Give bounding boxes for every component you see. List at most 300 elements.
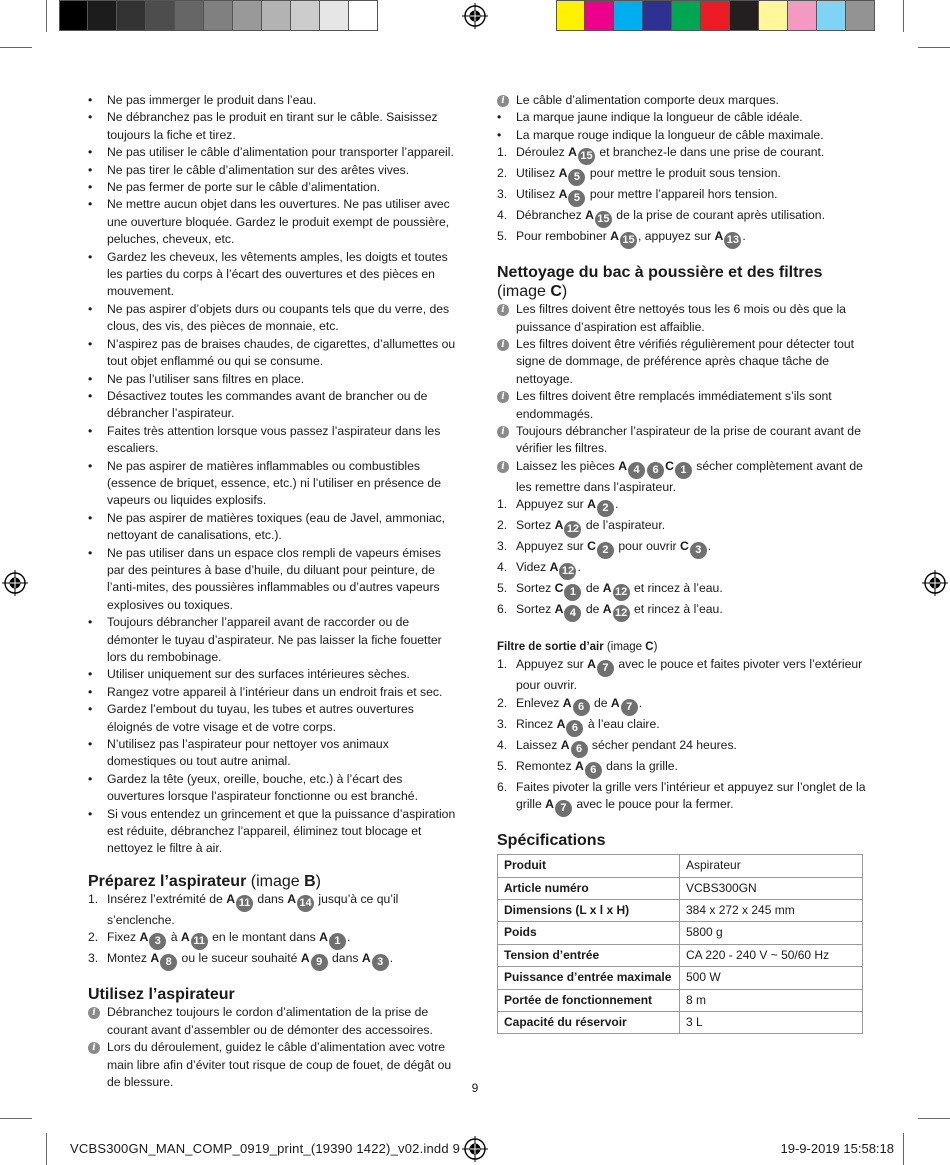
cleaning-steps-list	[497, 496, 867, 622]
registration-mark-icon	[2, 570, 28, 596]
list-item-text: Rangez votre appareil à l’intérieur dans un endroit frais et sec.	[107, 684, 443, 699]
step-text: de la prise de courant après utilisation.	[612, 208, 825, 223]
part-ref: A	[554, 518, 564, 533]
list-item-text: Toujours débrancher l’appareil avant de raccorder ou de démonter le tuyau d’aspirateur. Ne pas laisser la fiche fouetter lors du rembobinage.	[107, 615, 442, 664]
info-item	[497, 301, 867, 336]
color-swatch	[320, 0, 349, 31]
color-swatch	[672, 0, 701, 31]
list-item-text: Ne pas aspirer d’objets durs ou coupants tels que du verre, des clous, des vis, des pièces de monnaie, etc.	[107, 301, 450, 334]
part-ref: A	[226, 891, 236, 906]
info-icon: i	[497, 461, 509, 473]
list-item	[88, 614, 458, 666]
step-item	[497, 601, 867, 622]
grayscale-color-bar	[59, 0, 378, 32]
step-text: Sortez	[516, 518, 555, 533]
step-text: dans la grille.	[602, 758, 678, 773]
safety-bullet-list	[88, 92, 458, 858]
part-ref: A	[562, 695, 572, 710]
use-heading: Utilisez l’aspirateur	[88, 986, 235, 1004]
part-ref: A	[319, 930, 328, 945]
color-swatch	[701, 0, 730, 31]
cable-steps-list	[497, 144, 867, 249]
info-text: Les filtres doivent être vérifiés régulièrement pour détecter tout signe de dommage, de préférence après chaque tâche de nettoyage.	[516, 337, 855, 386]
list-item	[88, 162, 458, 179]
callout-number: 2	[597, 542, 614, 559]
step-text: Laissez	[516, 737, 561, 752]
prepare-heading: Préparez l’aspirateur (image B)	[88, 872, 321, 890]
color-swatch	[614, 0, 643, 31]
spec-value: CA 220 - 240 V ~ 50/60 Hz	[680, 944, 863, 966]
info-item	[497, 336, 867, 388]
color-swatch	[233, 0, 262, 31]
info-icon: i	[88, 1042, 100, 1054]
list-item-text: Ne pas fermer de porte sur le câble d’alimentation.	[107, 180, 381, 195]
use-info-list	[88, 1004, 458, 1091]
outlet-filter-heading: Filtre de sortie d’air (image C)	[497, 641, 658, 654]
list-item	[88, 371, 458, 388]
color-swatch	[846, 0, 875, 31]
list-item-text: Gardez les cheveux, les vêtements amples, les doigts et toutes les parties du corps à l’écart des ouvertures et des pièces en mouvement.	[107, 249, 448, 299]
callout-number: 7	[597, 660, 614, 677]
info-icon: i	[497, 339, 509, 351]
step-text: de	[590, 695, 611, 710]
step-text: avec le pouce et faites pivoter vers l’extérieur pour ouvrir.	[516, 657, 863, 693]
spec-label: Capacité du réservoir	[498, 1011, 680, 1033]
color-swatch	[146, 0, 175, 31]
step-text: de	[582, 602, 603, 617]
step-number: 1.	[497, 497, 508, 512]
registration-mark-icon	[462, 3, 488, 29]
step-text: Déroulez	[516, 145, 569, 160]
spec-value: 500 W	[680, 967, 863, 989]
spec-value: 5800 g	[680, 922, 863, 944]
callout-number: 6	[566, 720, 583, 737]
info-icon: i	[497, 426, 509, 438]
step-text: Sortez	[516, 602, 555, 617]
callout-number: 12	[559, 563, 576, 580]
step-item	[497, 559, 867, 580]
step-text: sécher pendant 24 heures.	[588, 737, 737, 752]
part-ref: C	[587, 539, 596, 554]
list-item	[88, 179, 458, 196]
file-slug: VCBS300GN_MAN_COMP_0919_print_(19390 1422)_v02.indd 9	[70, 1141, 460, 1156]
info-text: Les filtres doivent être remplacés immédiatement s’ils sont endommagés.	[516, 389, 832, 421]
list-item	[88, 249, 458, 301]
part-ref: A	[180, 930, 190, 945]
list-item-text: Si vous entendez un grincement et que la puissance d’aspiration est réduite, débranchez l’appareil, éliminez tout blocage et nettoyez le filtre à air.	[107, 806, 456, 856]
step-text: Enlevez	[516, 695, 563, 710]
info-icon: i	[88, 1007, 100, 1019]
step-number: 1.	[497, 657, 508, 672]
step-number: 2.	[497, 518, 508, 533]
callout-number: 11	[236, 895, 253, 912]
part-ref: A	[560, 737, 570, 752]
list-item	[88, 771, 458, 806]
step-text: de l’aspirateur.	[582, 518, 666, 533]
part-ref: A	[287, 891, 297, 906]
list-item	[88, 92, 458, 109]
callout-number: 12	[613, 584, 630, 601]
step-text: ou le suceur souhaité	[178, 951, 301, 966]
part-ref: A	[618, 458, 628, 473]
part-ref: A	[139, 930, 149, 945]
spec-label: Poids	[498, 922, 680, 944]
color-swatch	[817, 0, 846, 31]
color-swatch	[730, 0, 759, 31]
process-color-bar	[556, 0, 875, 32]
crop-mark	[46, 1133, 47, 1165]
page-number: 9	[471, 1081, 479, 1095]
list-item-text: La marque jaune indique la longueur de câble idéale.	[516, 110, 803, 125]
callout-number: 15	[620, 232, 637, 249]
list-item-text: Utiliser uniquement sur des surfaces intérieures sèches.	[107, 667, 410, 682]
step-text: avec le pouce pour la fermer.	[572, 797, 734, 812]
color-swatch	[204, 0, 233, 31]
step-text: Montez	[107, 951, 151, 966]
color-swatch	[262, 0, 291, 31]
crop-mark	[903, 0, 904, 32]
list-item	[88, 388, 458, 423]
part-ref: A	[558, 187, 568, 202]
step-text: .	[346, 930, 351, 945]
callout-number: 5	[568, 190, 585, 207]
list-item	[88, 336, 458, 371]
list-item-text: N’aspirez pas de braises chaudes, de cigarettes, d’allumettes ou tout objet enflammé ou qui se consume.	[107, 336, 456, 369]
callout-number: 9	[311, 954, 328, 971]
callout-number: 2	[597, 500, 614, 517]
list-item-text: La marque rouge indique la longueur de câble maximale.	[516, 127, 824, 142]
step-text: Utilisez	[516, 187, 559, 202]
step-number: 3.	[497, 539, 508, 554]
callout-number: 7	[621, 699, 638, 716]
list-item	[88, 458, 458, 510]
spec-label: Puissance d’entrée maximale	[498, 967, 680, 989]
step-text: pour mettre le produit sous tension.	[586, 166, 781, 181]
info-icon: i	[497, 391, 509, 403]
step-text: Insérez l’extrémité de	[107, 891, 227, 906]
part-ref: A	[549, 560, 559, 575]
step-text: à	[167, 930, 181, 945]
step-item	[497, 517, 867, 538]
color-swatch	[88, 0, 117, 31]
step-text: Appuyez sur	[516, 539, 588, 554]
callout-number: 3	[149, 933, 166, 950]
step-text: Pour rembobiner	[516, 229, 611, 244]
info-text: Toujours débrancher l’aspirateur de la prise de courant avant de vérifier les filtres.	[516, 424, 861, 456]
callout-number: 1	[564, 584, 581, 601]
crop-mark	[0, 1118, 32, 1119]
list-item	[88, 736, 458, 771]
step-item	[497, 580, 867, 601]
file-slug-date: 19-9-2019 15:58:18	[780, 1141, 894, 1156]
table-row	[498, 877, 863, 899]
crop-mark	[0, 47, 32, 48]
step-text: Utilisez	[516, 166, 559, 181]
step-item	[497, 538, 867, 559]
step-text: Videz	[516, 560, 550, 575]
info-text: Débranchez toujours le cordon d’alimentation de la prise de courant avant d’assembler ou de démonter des accessoires.	[107, 1005, 433, 1037]
part-ref: A	[610, 229, 619, 244]
part-ref: A	[714, 229, 724, 244]
part-ref: A	[587, 497, 596, 512]
step-text: .	[577, 560, 581, 575]
info-item: i Le câble d’alimentation comporte deux marques.	[497, 92, 867, 109]
step-number: 6.	[497, 602, 508, 617]
prepare-steps-list	[88, 891, 458, 971]
step-number: 5.	[497, 229, 508, 244]
info-text: Lors du déroulement, guidez le câble d’alimentation avec votre main libre afin d’éviter tout risque de coup de fouet, de dégât ou de blessure.	[107, 1040, 452, 1089]
step-text: Sortez	[516, 581, 555, 596]
list-item	[88, 301, 458, 336]
list-item-text: Ne pas tirer le câble d’alimentation sur des arêtes vives.	[107, 162, 410, 177]
spec-value: 8 m	[680, 989, 863, 1011]
table-row	[498, 1011, 863, 1033]
callout-number: 6	[585, 762, 602, 779]
crop-mark	[46, 0, 47, 32]
list-item	[88, 666, 458, 683]
part-ref: A	[545, 797, 554, 812]
color-swatch	[175, 0, 204, 31]
spec-label: Tension d’entrée	[498, 944, 680, 966]
callout-number: 4	[628, 462, 645, 479]
info-item	[497, 388, 867, 423]
step-number: 4.	[497, 560, 508, 575]
part-ref: A	[554, 602, 564, 617]
step-item	[497, 228, 867, 249]
registration-mark-icon	[922, 570, 948, 596]
specifications-heading: Spécifications	[497, 832, 606, 850]
part-ref: A	[610, 695, 620, 710]
step-text: Rincez	[516, 716, 557, 731]
specifications-table	[497, 854, 863, 1034]
cleaning-heading: Nettoyage du bac à poussière et des filtres (image C)	[497, 264, 823, 301]
part-ref: A	[568, 145, 577, 160]
crop-mark	[918, 47, 950, 48]
part-ref: A	[361, 951, 371, 966]
step-text: de	[582, 581, 603, 596]
callout-number: 3	[372, 954, 389, 971]
step-number: 3.	[88, 951, 99, 966]
step-text: Faites pivoter la grille vers l’intérieur et appuyez sur l’onglet de la grille	[516, 779, 866, 812]
list-item	[88, 545, 458, 615]
callout-number: 8	[160, 954, 177, 971]
step-item	[88, 891, 458, 929]
left-column	[88, 92, 458, 1091]
step-number: 1.	[88, 891, 99, 906]
outlet-filter-steps-list	[497, 656, 867, 817]
color-swatch	[759, 0, 788, 31]
list-item	[88, 144, 458, 161]
spec-value: Aspirateur	[680, 855, 863, 877]
callout-number: 6	[573, 699, 590, 716]
step-number: 3.	[497, 187, 508, 202]
table-row	[498, 944, 863, 966]
list-item	[497, 127, 867, 144]
step-text: dans	[254, 891, 288, 906]
list-item	[88, 806, 458, 858]
step-text: pour ouvrir	[614, 539, 680, 554]
step-number: 1.	[497, 145, 508, 160]
color-swatch	[117, 0, 146, 31]
spec-label: Produit	[498, 855, 680, 877]
color-swatch	[585, 0, 614, 31]
info-item	[497, 458, 867, 496]
info-icon: i	[497, 95, 509, 107]
step-text: Fixez	[107, 930, 140, 945]
spec-value: 3 L	[680, 1011, 863, 1033]
step-text: .	[638, 695, 643, 710]
crop-mark	[918, 1118, 950, 1119]
step-text: .	[614, 497, 619, 512]
step-text: et rincez à l’eau.	[630, 581, 723, 596]
step-text: en le montant dans	[208, 930, 320, 945]
list-item-text: Ne pas utiliser dans un espace clos rempli de vapeurs émises par des peintures à base d’huile, du diluant pour peinture, de l’anti-mites, des poussières inflammables ou d’autres vapeurs explosives ou toxiques.	[107, 545, 441, 612]
step-item	[497, 716, 867, 737]
step-text: , appuyez sur	[637, 229, 715, 244]
callout-number: 5	[568, 169, 585, 186]
spec-label: Article numéro	[498, 877, 680, 899]
list-item-text: N’utilisez pas l’aspirateur pour nettoyer vos animaux domestiques ou tout autre animal.	[107, 737, 389, 769]
spec-label: Dimensions (L x l x H)	[498, 899, 680, 921]
callout-number: 14	[297, 895, 314, 912]
list-item	[88, 701, 458, 736]
callout-number: 1	[675, 462, 692, 479]
crop-mark	[903, 1133, 904, 1165]
table-row	[498, 922, 863, 944]
step-text: à l’eau claire.	[584, 716, 660, 731]
callout-number: 11	[191, 933, 208, 950]
part-ref: A	[587, 657, 596, 672]
step-item	[88, 950, 458, 971]
list-item-text: Ne pas utiliser le câble d’alimentation pour transporter l’appareil.	[107, 145, 454, 160]
step-number: 4.	[497, 737, 508, 752]
info-item	[88, 1004, 458, 1039]
step-text: pour mettre l’appareil hors tension.	[586, 187, 778, 202]
list-item-text: Ne pas aspirer de matières toxiques (eau de Javel, ammoniac, nettoyant de canalisations, etc.).	[107, 510, 446, 543]
step-text: Appuyez sur	[516, 497, 588, 512]
step-text: et branchez-le dans une prise de courant.	[595, 145, 825, 160]
list-item-text: Ne pas aspirer de matières inflammables ou combustibles (essence de briquet, essence, etc.) ni l’utiliser en présence de vapeurs ou liquides explosifs.	[107, 458, 441, 508]
step-item	[497, 165, 867, 186]
color-swatch	[59, 0, 88, 31]
spec-value: 384 x 272 x 245 mm	[680, 899, 863, 921]
table-row	[498, 967, 863, 989]
step-item	[497, 779, 867, 817]
table-row	[498, 855, 863, 877]
step-text: .	[389, 951, 394, 966]
part-ref: A	[150, 951, 160, 966]
step-text: Appuyez sur	[516, 657, 588, 672]
step-item	[497, 144, 867, 165]
step-text: .	[742, 229, 746, 244]
step-item	[497, 207, 867, 228]
callout-number: 7	[555, 800, 572, 817]
step-number: 3.	[497, 716, 508, 731]
color-swatch	[788, 0, 817, 31]
part-ref: C	[665, 458, 674, 473]
color-swatch	[643, 0, 672, 31]
color-swatch	[556, 0, 585, 31]
step-item	[497, 695, 867, 716]
table-row	[498, 989, 863, 1011]
list-item-text: Faites très attention lorsque vous passez l’aspirateur dans les escaliers.	[107, 423, 441, 456]
part-ref: A	[300, 951, 310, 966]
list-item-text: Gardez la tête (yeux, oreille, bouche, etc.) à l’écart des ouvertures lorsque l’aspirateur fonctionne ou est branché.	[107, 771, 418, 804]
callout-number: 6	[571, 741, 588, 758]
callout-number: 13	[724, 232, 741, 249]
right-column	[497, 92, 867, 1034]
step-number: 6.	[497, 779, 508, 794]
cleaning-info-list	[497, 301, 867, 458]
list-item	[497, 109, 867, 126]
part-ref: C	[554, 581, 564, 596]
list-item-text: Gardez l’embout du tuyau, les tubes et autres ouvertures éloignés de votre visage et de votre corps.	[107, 702, 414, 734]
color-swatch	[349, 0, 378, 31]
step-number: 2.	[497, 166, 508, 181]
step-text: Débranchez	[516, 208, 586, 223]
step-text: Remontez	[516, 758, 575, 773]
registration-mark-icon	[462, 1136, 488, 1162]
color-swatch	[291, 0, 320, 31]
callout-number: 4	[564, 605, 581, 622]
step-text: jusqu’à ce qu’il s’enclenche.	[107, 891, 399, 927]
callout-number: 15	[595, 211, 612, 228]
list-item-text: Ne pas immerger le produit dans l’eau.	[107, 93, 317, 107]
step-text: dans	[328, 951, 362, 966]
step-number: 5.	[497, 758, 508, 773]
list-item-text: Ne mettre aucun objet dans les ouvertures. Ne pas utiliser avec une ouverture bloquée. Gardez le produit exempt de poussière, peluches, cheveux, etc.	[107, 197, 450, 247]
step-number: 2.	[497, 695, 508, 710]
part-ref: C	[679, 539, 689, 554]
spec-value: VCBS300GN	[680, 877, 863, 899]
callout-number: 12	[613, 605, 630, 622]
spec-label: Portée de fonctionnement	[498, 989, 680, 1011]
step-item	[497, 737, 867, 758]
list-item	[88, 196, 458, 248]
callout-number: 3	[690, 542, 707, 559]
part-ref: A	[558, 166, 568, 181]
step-item	[497, 758, 867, 779]
callout-number: 1	[329, 933, 346, 950]
callout-number: 12	[564, 521, 581, 538]
part-ref: A	[556, 716, 566, 731]
callout-number: 6	[647, 462, 664, 479]
part-ref: A	[585, 208, 594, 223]
info-text: Les filtres doivent être nettoyés tous les 6 mois ou dès que la puissance d’aspiration est affaiblie.	[516, 302, 846, 334]
step-number: 2.	[88, 930, 99, 945]
step-number: 5.	[497, 581, 508, 596]
step-item	[88, 929, 458, 950]
step-text: et rincez à l’eau.	[630, 602, 723, 617]
step-text: Laissez les pièces	[516, 458, 619, 473]
part-ref: A	[602, 581, 612, 596]
step-number: 4.	[497, 208, 508, 223]
list-item	[88, 109, 458, 144]
list-item	[88, 510, 458, 545]
step-item	[497, 496, 867, 517]
info-icon: i	[497, 304, 509, 316]
step-text: .	[707, 539, 712, 554]
cable-bullet-list	[497, 109, 867, 144]
step-item	[497, 186, 867, 207]
step-text: sécher complètement avant de les remettre dans l’aspirateur.	[516, 458, 863, 494]
info-item	[497, 423, 867, 458]
list-item-text: Ne débranchez pas le produit en tirant sur le câble. Saisissez toujours la fiche et tirez.	[107, 110, 438, 142]
step-item	[497, 656, 867, 694]
part-ref: A	[574, 758, 584, 773]
list-item	[88, 423, 458, 458]
part-ref: A	[602, 602, 612, 617]
